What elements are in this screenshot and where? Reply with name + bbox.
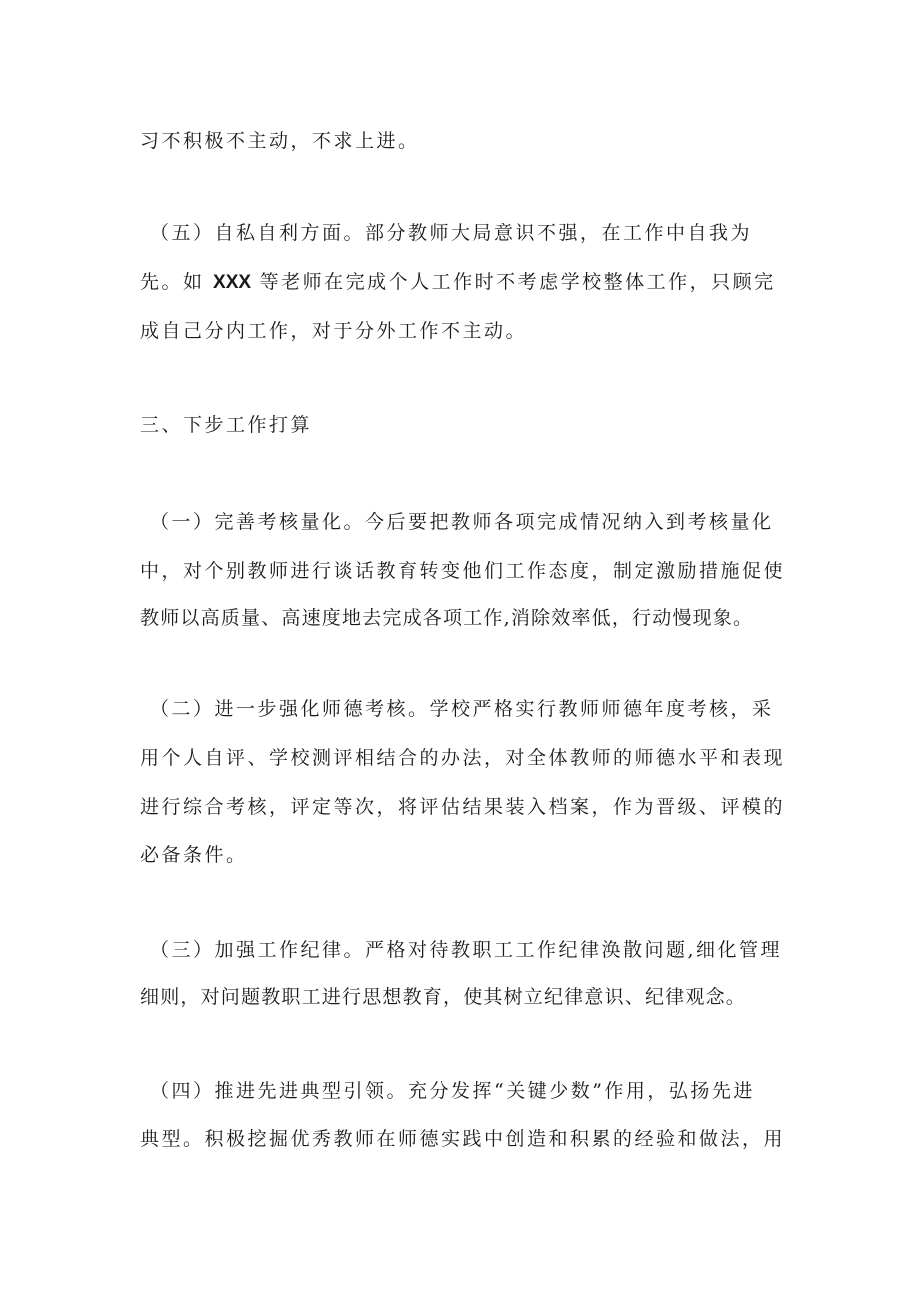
plan3-line1: （三）加强工作纪律。严格对待教职工工作纪律涣散问题,细化管理: [150, 939, 783, 961]
plan1-line3: 教师以高质量、高速度地去完成各项工作,消除效率低，行动慢现象。: [140, 607, 754, 629]
item5-line2: [140, 270, 800, 295]
item5-line2-pre: 先。如: [140, 271, 214, 293]
plan3-line2: 细则，对问题教职工进行思想教育，使其树立纪律意识、纪律观念。: [140, 986, 747, 1008]
plan2-line2: 用个人自评、学校测评相结合的办法，对全体教师的师德水平和表现: [140, 747, 786, 769]
item5-line2-post: 等老师在完成个人工作时不考虑学校整体工作，只顾完: [251, 271, 776, 293]
fragment-top-line: 习不积极不主动，不求上进。: [140, 130, 420, 152]
plan4-line1: （四）推进先进典型引领。充分发挥“关键少数”作用，弘扬先进: [150, 1080, 755, 1102]
plan1-line2: 中，对个别教师进行谈话教育转变他们工作态度，制定激励措施促使: [140, 560, 786, 582]
plan2-line1: （二）进一步强化师德考核。学校严格实行教师师德年度考核，采: [150, 698, 774, 720]
item5-line3: 成自己分内工作，对于分外工作不主动。: [140, 320, 528, 342]
plan1-line1: （一）完善考核量化。今后要把教师各项完成情况纳入到考核量化: [150, 511, 774, 533]
plan4-line2: 典型。积极挖掘优秀教师在师德实践中创造和积累的经验和做法，用: [140, 1128, 786, 1150]
plan2-line4: 必备条件。: [140, 844, 248, 866]
plan2-line3: 进行综合考核，评定等次，将评估结果装入档案，作为晋级、评模的: [140, 796, 786, 818]
teacher-name-placeholder: XXX: [213, 272, 252, 293]
item5-line1: （五）自私自利方面。部分教师大局意识不强，在工作中自我为: [150, 222, 753, 244]
section3-title: 三、下步工作打算: [140, 414, 313, 436]
